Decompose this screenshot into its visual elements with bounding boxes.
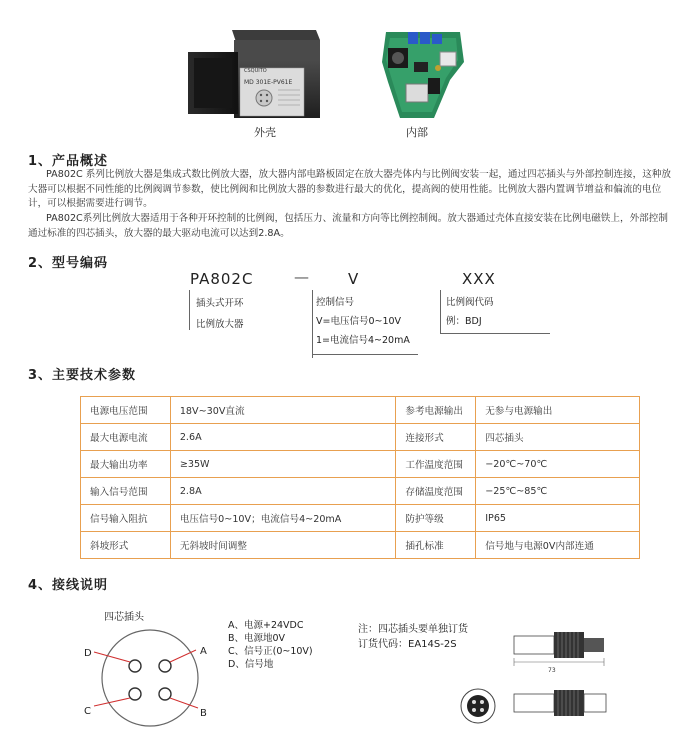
internal-caption: 内部 (406, 126, 428, 139)
plug-drawing-bottom (508, 684, 612, 724)
pin-c-label: C (84, 706, 91, 717)
section-title-specs: 3、主要技术参数 (28, 368, 137, 383)
spec-value: 电压信号0~10V；电流信号4~20mA (170, 505, 396, 532)
model-desc-series-b: 比例放大器 (196, 319, 244, 330)
model-code-series: PA802C (190, 270, 254, 288)
spec-value: 无参与电源输出 (476, 397, 640, 424)
spec-value: −25℃~85℃ (476, 478, 640, 505)
model-dash: — (294, 268, 310, 286)
model-desc-series-a: 插头式开环 (196, 298, 244, 309)
spec-label: 防护等级 (396, 505, 476, 532)
plug-dimension: 73 (548, 667, 556, 674)
spec-value: −20℃~70℃ (476, 451, 640, 478)
plug-drawing-side (508, 624, 612, 676)
spec-value: ≥35W (170, 451, 396, 478)
spec-label: 信号输入阻抗 (81, 505, 171, 532)
section-title-model: 2、型号编码 (28, 256, 109, 271)
table-row (81, 532, 640, 559)
section-title-wiring: 4、接线说明 (28, 578, 109, 593)
table-row (81, 478, 640, 505)
pin-legend-c: C、信号正(0~10V) (228, 646, 313, 657)
table-row (81, 424, 640, 451)
model-desc-valve-b: 例：BDJ (446, 316, 482, 327)
model-desc-signal-c: 1=电流信号4~20mA (316, 335, 410, 346)
spec-value: 无斜坡时间调整 (170, 532, 396, 559)
pin-a-label: A (200, 646, 207, 657)
spec-value: 18V~30V直流 (170, 397, 396, 424)
table-row (81, 397, 640, 424)
specs-table (80, 396, 640, 559)
section-title-overview: 1、产品概述 (28, 154, 109, 169)
plug-drawing-front (456, 686, 500, 726)
pin-legend-a: A、电源+24VDC (228, 620, 304, 631)
spec-label: 最大电源电流 (81, 424, 171, 451)
housing-caption: 外壳 (254, 126, 276, 139)
order-code: 订货代码：EA14S-2S (358, 639, 457, 650)
order-note: 注：四芯插头要单独订货 (358, 624, 468, 635)
connector-pinout-diagram (80, 622, 220, 732)
model-code-signal: V (348, 270, 360, 288)
model-desc-signal-a: 控制信号 (316, 297, 355, 308)
internal-board-image (378, 22, 470, 122)
housing-image (184, 20, 326, 120)
connector-title: 四芯插头 (104, 612, 144, 623)
overview-paragraph-1: PA802C 系列比例放大器是集成式数比例放大器，放大器内部电路板固定在放大器壳体内与比例阀安装一起，通过四芯插头与外部控制连接，这种放大器可以根据不同性能的比例阀调节参数，使比例阀和比例放大器的参数进行最大的优化，提高阀的使用性能。比例放大器内置调节增益和偏流的电位计，可以根据需要进行调节。 (28, 169, 672, 209)
model-code-valve: XXX (462, 270, 496, 288)
spec-value: 2.8A (170, 478, 396, 505)
spec-label: 斜坡形式 (81, 532, 171, 559)
table-row (81, 451, 640, 478)
pin-b-label: B (200, 708, 207, 719)
spec-label: 参考电源输出 (396, 397, 476, 424)
housing-label-text: MD 301E-PV61E (244, 79, 293, 86)
spec-label: 电源电压范围 (81, 397, 171, 424)
model-desc-signal-b: V=电压信号0~10V (316, 316, 402, 327)
pin-legend (228, 619, 313, 671)
model-desc-valve-a: 比例阀代码 (446, 297, 494, 308)
pin-legend-d: D、信号地 (228, 659, 274, 670)
spec-label: 连接形式 (396, 424, 476, 451)
spec-label: 工作温度范围 (396, 451, 476, 478)
spec-label: 最大输出功率 (81, 451, 171, 478)
spec-value: 四芯插头 (476, 424, 640, 451)
spec-value: 2.6A (170, 424, 396, 451)
spec-value: 信号地与电源0V内部连通 (476, 532, 640, 559)
spec-value: IP65 (476, 505, 640, 532)
spec-label: 存储温度范围 (396, 478, 476, 505)
spec-label: 插孔标准 (396, 532, 476, 559)
spec-label: 输入信号范围 (81, 478, 171, 505)
table-row (81, 505, 640, 532)
pin-legend-b: B、电源地0V (228, 633, 286, 644)
pin-d-label: D (84, 648, 92, 659)
overview-paragraph-2: PA802C系列比例放大器适用于各种开环控制的比例阀，包括压力、流量和方向等比例控制阀。放大器通过壳体直接安装在比例电磁铁上，外部控制通过标准的四芯插头，放大器的最大驱动电流可以达到2.8A。 (28, 213, 668, 239)
housing-brand-text: CSQUITO (244, 68, 267, 74)
